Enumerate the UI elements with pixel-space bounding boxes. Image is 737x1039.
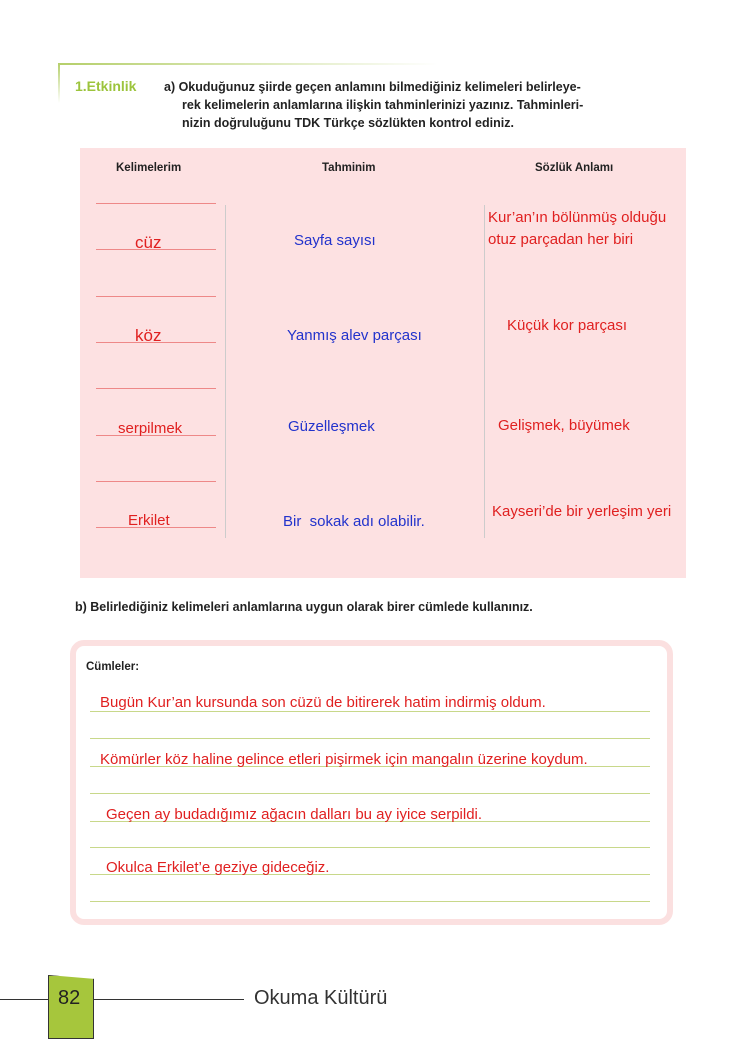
sentence: Kömürler köz haline gelince etleri pişirmek için mangalın üzerine koydum.: [100, 751, 588, 768]
sentences-label: Cümleler:: [86, 661, 140, 673]
word-cell: serpilmek: [118, 420, 183, 437]
header-line-vertical: [58, 63, 60, 103]
instruction-a: [164, 78, 684, 132]
header-meaning: Sözlük Anlamı: [535, 162, 614, 174]
meaning-cell: Küçük kor parçası: [507, 317, 628, 334]
word-cell: Erkilet: [128, 512, 170, 529]
instruction-line: rek kelimelerin anlamlarına ilişkin tahminlerinizi yazınız. Tahminleri-: [182, 98, 584, 112]
header-line: [58, 63, 438, 65]
footer-line: [0, 999, 48, 1000]
meaning-cell: Kur’an’ın bölünmüş olduğu otuz parçadan her biri: [488, 209, 667, 248]
guess-cell: Yanmış alev parçası: [287, 327, 422, 344]
footer-line: [94, 999, 244, 1000]
instruction-line: a) Okuduğunuz şiirde geçen anlamını bilmediğiniz kelimeleri belirleye-: [164, 80, 581, 94]
activity-label: 1.Etkinlik: [75, 78, 137, 94]
header-words: Kelimelerim: [116, 162, 182, 174]
guess-cell: Güzelleşmek: [288, 418, 375, 435]
word-cell: köz: [135, 326, 162, 345]
meaning-cell: Gelişmek, büyümek: [498, 417, 630, 434]
meaning-cell: Kayseri’de bir yerleşim yeri: [492, 503, 672, 520]
header-guess: Tahminim: [322, 162, 376, 174]
sentence: Geçen ay budadığımız ağacın dalları bu ay iyice serpildi.: [106, 806, 483, 823]
column-divider: [225, 205, 226, 538]
guess-cell: Sayfa sayısı: [294, 232, 376, 249]
sentence: Bugün Kur’an kursunda son cüzü de bitirerek hatim indirmiş oldum.: [100, 694, 546, 711]
word-cell: cüz: [135, 233, 162, 252]
sentences-box: [70, 640, 673, 925]
guess-cell: Bir sokak adı olabilir.: [283, 513, 425, 530]
instruction-b: b) Belirlediğiniz kelimeleri anlamlarına uygun olarak birer cümlede kullanınız.: [75, 600, 533, 614]
sentence: Okulca Erkilet’e geziye gideceğiz.: [106, 859, 330, 876]
column-divider: [484, 205, 485, 538]
page-number: 82: [58, 987, 81, 1009]
footer-title: Okuma Kültürü: [254, 987, 388, 1009]
instruction-line: nizin doğruluğunu TDK Türkçe sözlükten kontrol ediniz.: [182, 116, 514, 130]
